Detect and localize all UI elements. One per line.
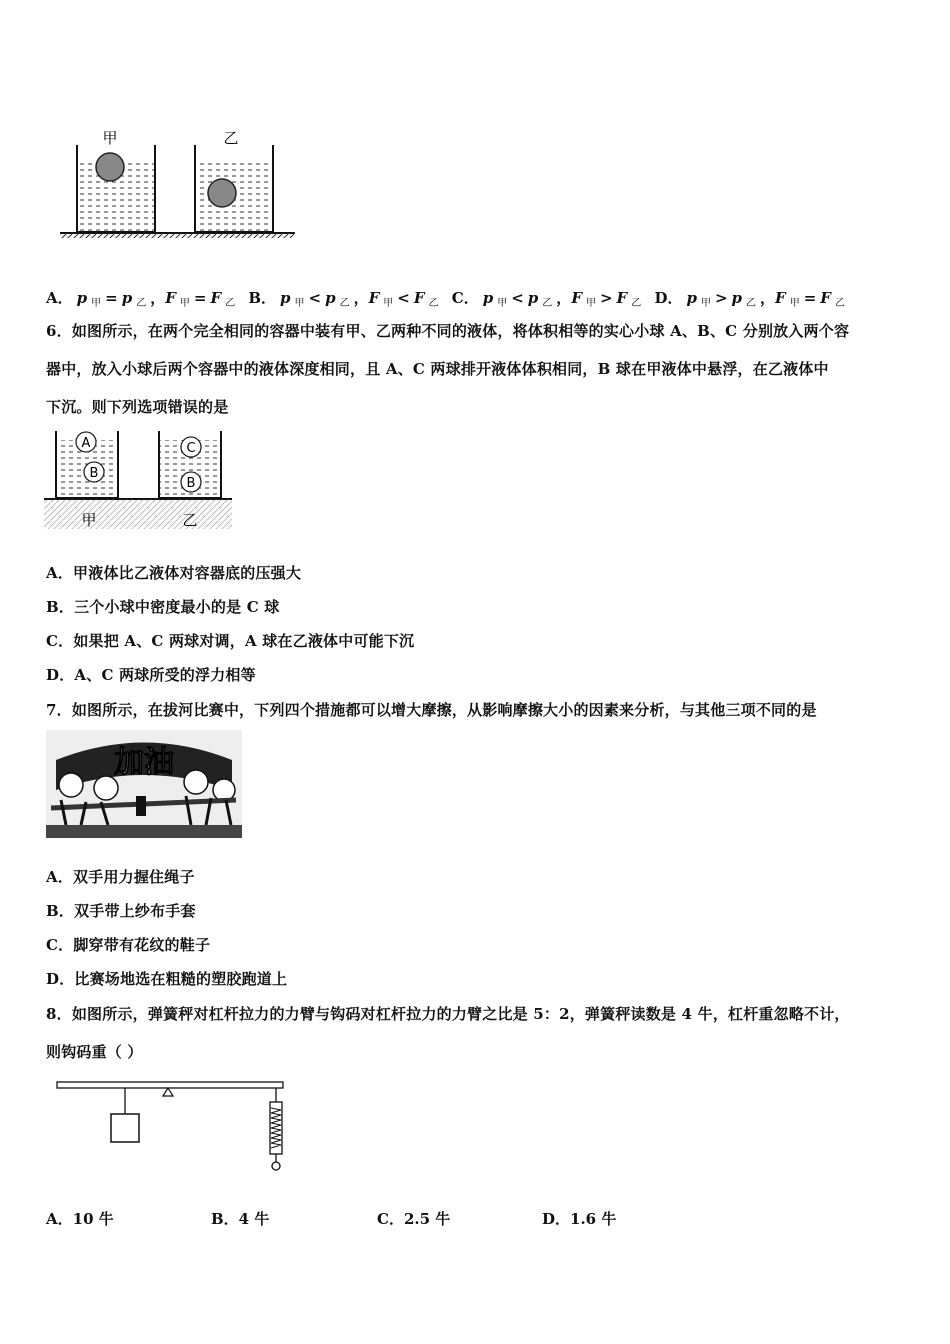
q5-option-c[interactable]: C． p $_甲$ < p $_乙$ ，F $_甲$ > F $_乙$	[451, 289, 642, 309]
q6-option-c[interactable]: C．如果把 A、C 两球对调，A 球在乙液体中可能下沉	[46, 632, 415, 650]
ball-c-label: C	[186, 441, 196, 456]
q6-text-line-2: 器中，放入小球后两个容器中的液体深度相同，且 A、C 两球排开液体体积相同，B 球在甲液体中悬浮，在乙液体中	[46, 360, 829, 378]
q8-option-b[interactable]: B．4 牛	[211, 1210, 270, 1228]
q5-figure-svg	[55, 125, 300, 245]
q5-label-right: 乙	[223, 129, 239, 147]
q5-label-left: 甲	[102, 129, 118, 147]
q6-option-b[interactable]: B．三个小球中密度最小的是 C 球	[46, 598, 280, 616]
q6-text-line-1: 6．如图所示，在两个完全相同的容器中装有甲、乙两种不同的液体，将体积相等的实心小球 A、B、C 分别放入两个容	[46, 322, 850, 340]
lever-figure-svg	[55, 1078, 290, 1176]
ball-b-label-left: B	[89, 466, 99, 481]
q7-text: 7．如图所示，在拔河比赛中，下列四个措施都可以增大摩擦，从影响摩擦大小的因素来分析，与其他三项不同的是	[46, 701, 817, 719]
q6-label-left: 甲	[81, 511, 97, 529]
q8-option-c[interactable]: C．2.5 牛	[377, 1210, 451, 1228]
q5-option-a[interactable]: A． p $_甲$ = p $_乙$ ，F $_甲$ = F $_乙$	[46, 289, 236, 309]
q7-figure	[46, 730, 242, 838]
q8-text-line-2: 则钩码重（ ）	[46, 1043, 143, 1061]
ball-b-label-right: B	[186, 476, 196, 491]
q5-figure	[55, 125, 300, 245]
q6-text-line-3: 下沉。则下列选项错误的是	[46, 398, 229, 416]
q7-option-a[interactable]: A．双手用力握住绳子	[46, 868, 195, 886]
ball-a-label: A	[81, 436, 91, 451]
q5-option-b[interactable]: B． p $_甲$ < p $_乙$ ，F $_甲$ < F $_乙$	[248, 289, 439, 309]
q5-option-d[interactable]: D． p $_甲$ > p $_乙$ ，F $_甲$ = F $_乙$	[654, 289, 845, 309]
q5-options	[46, 287, 853, 308]
q8-option-a[interactable]: A．10 牛	[46, 1210, 114, 1228]
q8-text-line-1: 8．如图所示，弹簧秤对杠杆拉力的力臂与钩码对杠杆拉力的力臂之比是 5：2，弹簧秤读数是 4 牛，杠杆重忽略不计，	[46, 1005, 850, 1023]
tug-of-war-image	[46, 730, 242, 838]
q6-option-d[interactable]: D．A、C 两球所受的浮力相等	[46, 666, 256, 684]
banner-text: 加油	[114, 745, 174, 780]
q8-option-d[interactable]: D．1.6 牛	[542, 1210, 617, 1228]
q7-option-d[interactable]: D．比赛场地选在粗糙的塑胶跑道上	[46, 970, 288, 988]
q6-option-a[interactable]: A．甲液体比乙液体对容器底的压强大	[46, 564, 302, 582]
q6-label-right: 乙	[182, 511, 198, 529]
q6-figure	[44, 425, 234, 533]
q7-option-c[interactable]: C．脚穿带有花纹的鞋子	[46, 936, 211, 954]
q6-figure-svg	[44, 425, 234, 533]
q8-figure	[55, 1078, 290, 1176]
q7-option-b[interactable]: B．双手带上纱布手套	[46, 902, 196, 920]
